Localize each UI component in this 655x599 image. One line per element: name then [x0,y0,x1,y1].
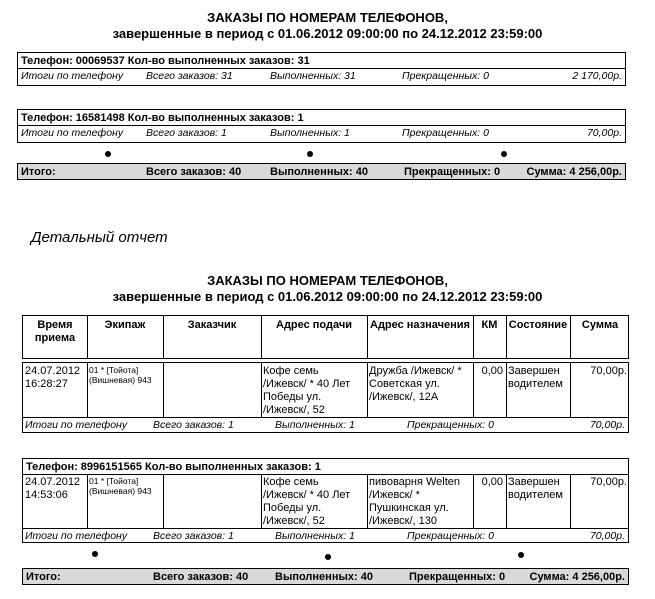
group-header: Телефон: 8996151565 Кол-во выполненных заказов: 1 [26,461,321,473]
cell-time: 24.07.2012 14:53:06 [25,476,81,501]
grand-total: Всего заказов: 40 [153,571,249,583]
cell-sum: 70,00р. [590,365,627,377]
col-state: Состояние [508,319,568,331]
totals-sum: 70,00р. [589,530,625,542]
col-time: Время приема [34,319,76,344]
cell-crew: 01 * [Тойота] (Вишневая) 943 [89,476,152,496]
totals-done: Выполненных: 1 [275,419,355,431]
grand-total: Всего заказов: 40 [146,166,242,178]
cell-time: 24.07.2012 16:28:27 [25,365,81,390]
totals-label: Итоги по телефону [21,127,124,139]
col-divider [163,363,164,417]
col-divider [261,474,262,528]
cell-from: Кофе семь /Ижевск/ * 40 Лет Победы ул. /Ижевск/, 52 [263,365,351,416]
totals-sum: 2 170,00р. [572,70,622,82]
totals-label: Итоги по телефону [25,419,128,431]
grand-cancelled: Прекращенных: 0 [404,166,501,178]
cell-sum: 70,00р. [590,476,627,488]
totals-cancelled: Прекращенных: 0 [407,419,494,431]
col-divider [87,363,88,417]
totals-total: Всего заказов: 1 [146,127,227,139]
detail-group-2 [22,458,629,543]
col-sum: Сумма [581,319,619,331]
col-km: КМ [481,319,498,331]
col-divider [163,474,164,528]
col-divider [367,474,368,528]
col-customer: Заказчик [187,319,237,331]
totals-sum: 70,00р. [586,127,622,139]
grand-sum: Сумма: 4 256,00р. [529,571,625,583]
col-from: Адрес подачи [276,319,352,331]
detail-caption: Детальный отчет [31,229,168,246]
bullet-dot [518,552,524,558]
cell-km: 0,00 [481,476,503,488]
cell-to: пивоварня Welten /Ижевск/ * Пушкинская ул. /Ижевск/, 130 [369,476,461,527]
detail-grand-total [22,568,629,585]
grand-sum: Сумма: 4 256,00р. [526,166,622,178]
grand-done: Выполненных: 40 [275,571,373,583]
cell-state: Завершен водителем [508,365,563,390]
totals-label: Итоги по телефону [25,530,128,542]
col-divider [367,363,368,417]
divider [23,528,628,529]
grand-label: Итого: [21,166,56,178]
col-crew: Экипаж [104,319,146,331]
col-divider [261,363,262,417]
grand-label: Итого: [26,571,61,583]
group-header: Телефон: 00069537 Кол-во выполненных заказов: 31 [21,55,310,67]
cell-crew: 01 * [Тойота] (Вишневая) 943 [89,365,152,385]
summary-group-2 [17,109,626,143]
totals-done: Выполненных: 1 [270,127,350,139]
totals-cancelled: Прекращенных: 0 [402,127,489,139]
totals-cancelled: Прекращенных: 0 [407,530,494,542]
divider [18,125,625,126]
detail-title-line2: завершенные в период с 01.06.2012 09:00:00 по 24.12.2012 23:59:00 [112,289,543,304]
bullet-dot [501,151,507,157]
divider [18,68,625,69]
detail-group-1 [22,362,629,433]
divider [23,417,628,418]
summary-title-line2: завершенные в период с 01.06.2012 09:00:00 по 24.12.2012 23:59:00 [112,26,543,41]
col-divider [506,474,507,528]
col-divider [87,474,88,528]
summary-title [0,10,655,42]
bullet-dot [105,151,111,157]
totals-sum: 70,00р. [589,419,625,431]
divider [23,474,628,475]
grand-cancelled: Прекращенных: 0 [409,571,506,583]
totals-done: Выполненных: 31 [270,70,356,82]
col-divider [506,363,507,417]
bullet-dot [92,551,98,557]
cell-from: Кофе семь /Ижевск/ * 40 Лет Победы ул. /Ижевск/, 52 [263,476,351,527]
cell-state: Завершен водителем [508,476,563,501]
totals-total: Всего заказов: 31 [146,70,233,82]
totals-cancelled: Прекращенных: 0 [402,70,489,82]
totals-total: Всего заказов: 1 [153,530,234,542]
bullet-dot [307,151,313,157]
detail-title-line1: ЗАКАЗЫ ПО НОМЕРАМ ТЕЛЕФОНОВ, [207,273,448,288]
bullet-dot [325,554,331,560]
column-header-row [22,315,629,359]
totals-total: Всего заказов: 1 [153,419,234,431]
summary-title-line1: ЗАКАЗЫ ПО НОМЕРАМ ТЕЛЕФОНОВ, [207,10,448,25]
cell-to: Дружба /Ижевск/ * Советская ул. /Ижевск/, 12А [369,365,462,403]
grand-done: Выполненных: 40 [270,166,368,178]
detail-title [0,273,655,305]
summary-grand-total [17,163,626,180]
group-header: Телефон: 16581498 Кол-во выполненных заказов: 1 [21,112,304,124]
totals-done: Выполненных: 1 [275,530,355,542]
cell-km: 0,00 [481,365,503,377]
summary-group-1 [17,52,626,86]
totals-label: Итоги по телефону [21,70,124,82]
col-to: Адрес назначения [370,319,470,331]
